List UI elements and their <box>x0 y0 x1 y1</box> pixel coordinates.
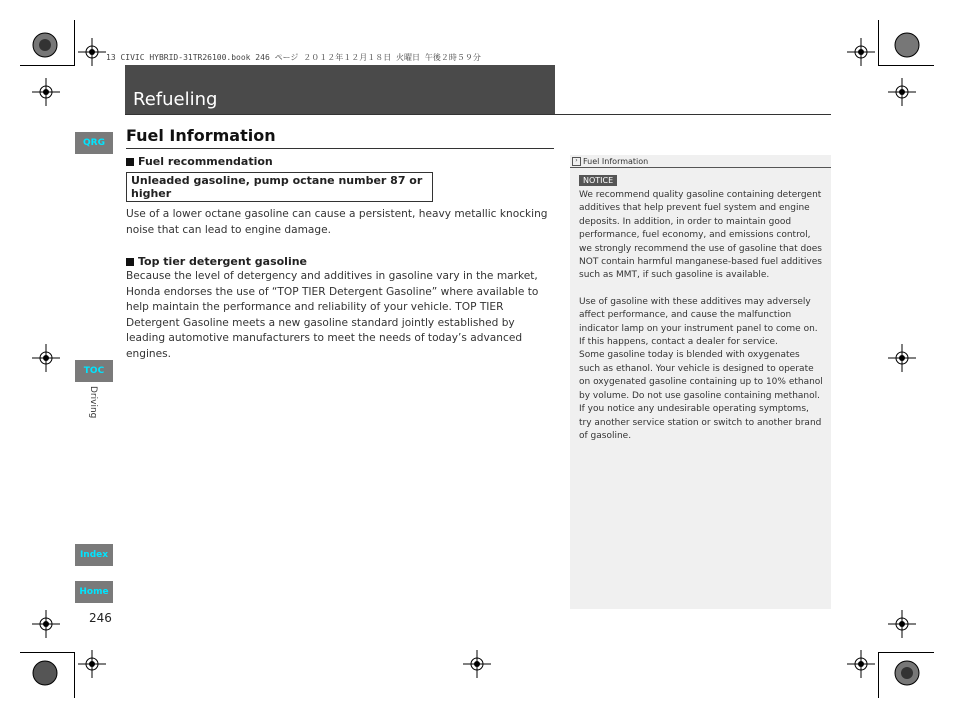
color-target-icon <box>893 31 921 59</box>
trim-line <box>20 65 74 66</box>
sidebar-heading-text: Fuel Information <box>583 156 649 166</box>
reference-arrow-icon: › <box>572 157 581 166</box>
trim-line <box>20 652 74 653</box>
registration-mark-icon <box>32 78 60 106</box>
registration-mark-icon <box>78 38 106 66</box>
page-number: 246 <box>89 611 112 625</box>
index-tab[interactable] <box>75 544 113 566</box>
top-tier-paragraph: Because the level of detergency and additives in gasoline vary in the market, Honda endorses the use of “TOP TIER Detergent Gasoline” where available to help maintain the performance and reliability of your vehicle. TOP TIER Detergent Gasoline meets a new gasoline standard jointly established by leading automotive manufacturers to meet the needs of today’s advanced engines. <box>126 270 539 360</box>
title-divider <box>125 114 831 115</box>
square-bullet-icon <box>126 258 134 266</box>
square-bullet-icon <box>126 158 134 166</box>
notice-badge: NOTICE <box>579 175 617 186</box>
registration-mark-icon <box>463 650 491 678</box>
notice-text: We recommend quality gasoline containing detergent additives that help prevent fuel system and engine deposits. In addition, in order to maintain good performance, fuel economy, and emissions control, we strongly recommend the use of gasoline that does NOT contain harmful manganese-based fuel additives such as MMT, if such gasoline is available. <box>579 190 822 281</box>
octane-paragraph: Use of a lower octane gasoline can cause a persistent, heavy metallic knocking noise that can lead to engine damage. <box>126 208 548 236</box>
main-content <box>126 126 554 362</box>
registration-mark-icon <box>847 38 875 66</box>
fuel-recommendation-heading <box>126 155 554 168</box>
trim-line <box>74 652 75 698</box>
home-tab[interactable] <box>75 581 113 603</box>
registration-mark-icon <box>78 650 106 678</box>
registration-mark-icon <box>847 650 875 678</box>
section-title-bar <box>125 65 555 114</box>
fuel-recommendation-heading-text: Fuel recommendation <box>138 155 273 168</box>
top-tier-heading <box>126 255 554 268</box>
registration-mark-icon <box>32 610 60 638</box>
print-header: 13 CIVIC HYBRID-31TR26100.book 246 ページ ２０１２年１２月１８日 火曜日 午後２時５９分 <box>106 53 481 62</box>
sidebar-note <box>570 155 831 609</box>
trim-line <box>878 65 934 66</box>
registration-mark-icon <box>888 344 916 372</box>
section-title: Refueling <box>133 89 218 110</box>
page-heading: Fuel Information <box>126 126 554 149</box>
fuel-spec-box: Unleaded gasoline, pump octane number 87 or higher <box>126 172 433 202</box>
trim-line <box>878 20 879 66</box>
additives-paragraph: Use of gasoline with these additives may adversely affect performance, and cause the malfunction indicator lamp on your instrument panel to come on. If this happens, contact a dealer for service. <box>579 296 818 348</box>
chapter-label: Driving <box>88 386 98 419</box>
index-tab-label: Index <box>79 550 109 560</box>
qrg-tab-label: QRG <box>83 138 105 148</box>
home-tab-label: Home <box>79 587 109 597</box>
trim-line <box>878 652 934 653</box>
toc-tab-label: TOC <box>83 366 105 376</box>
toc-tab[interactable] <box>75 360 113 382</box>
sidebar-heading <box>570 155 831 168</box>
ethanol-paragraph: Some gasoline today is blended with oxygenates such as ethanol. Your vehicle is designed to operate on oxygenated gasoline containing up to 10% ethanol by volume. Do not use gasoline containing methanol. If you notice any undesirable operating symptoms, try another service station or switch to another brand of gasoline. <box>579 350 823 441</box>
trim-line <box>878 652 879 698</box>
trim-line <box>74 20 75 66</box>
registration-mark-icon <box>888 610 916 638</box>
color-target-icon <box>31 31 59 59</box>
color-target-icon <box>893 659 921 687</box>
registration-mark-icon <box>32 344 60 372</box>
top-tier-heading-text: Top tier detergent gasoline <box>138 255 308 268</box>
registration-mark-icon <box>888 78 916 106</box>
color-target-icon <box>31 659 59 687</box>
qrg-tab[interactable] <box>75 132 113 154</box>
